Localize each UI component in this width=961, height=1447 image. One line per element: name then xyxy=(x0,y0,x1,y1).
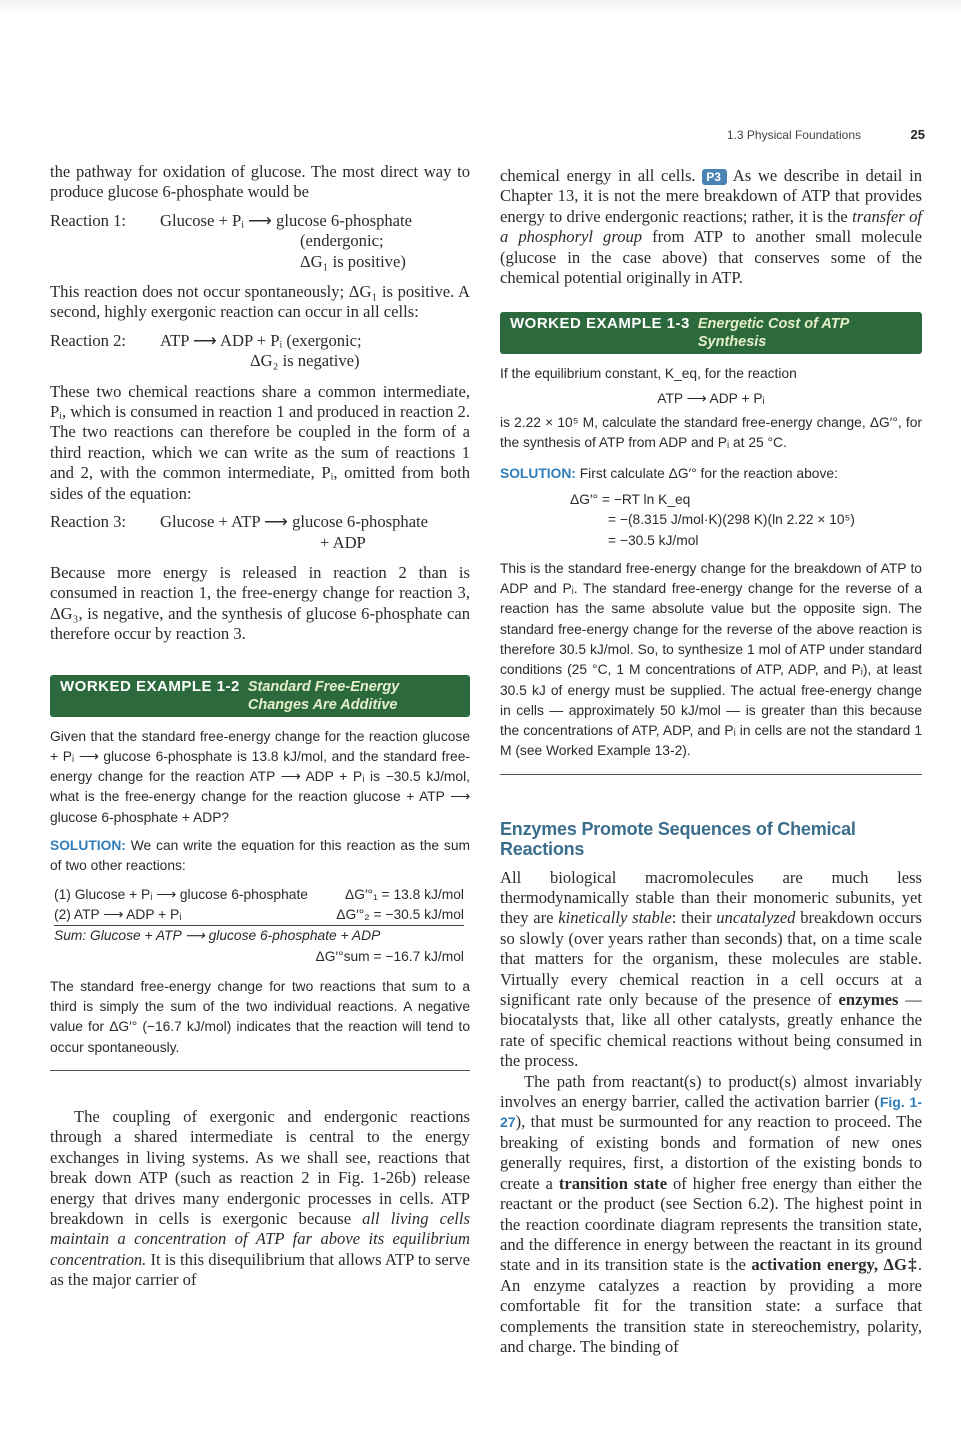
solution-label: SOLUTION: xyxy=(500,465,576,481)
left-column xyxy=(50,162,470,1291)
right-p3-text-3: of higher free energy than either the reactant or the product (see Section 6.2). The highest point in the reaction coordinate diagram represents the transition state, and the difference in energy between the reactant in its ground state and in its transition state is the xyxy=(500,1173,922,1275)
equation-2-right: ΔG′°₂ = −30.5 kJ/mol xyxy=(336,906,464,922)
page-number: 25 xyxy=(910,127,925,142)
equation-2-left: (2) ATP ⟶ ADP + Pᵢ xyxy=(54,906,182,922)
running-header xyxy=(0,128,925,148)
worked-example-1-3-reaction: ATP ⟶ ADP + Pᵢ xyxy=(657,390,765,406)
right-p2-italic-2: uncatalyzed xyxy=(716,908,796,928)
reaction-1-equation: Glucose + Pᵢ ⟶ glucose 6-phosphate xyxy=(160,210,413,230)
equation-table xyxy=(54,885,464,967)
right-p2-italic-1: kinetically stable xyxy=(558,908,672,928)
worked-example-1-2-question: Given that the standard free-energy change for the reaction glucose + Pᵢ ⟶ glucose 6-phosphate is 13.8 kJ/mol, and the standard free-energy change for the reaction ATP ⟶ ADP + Pᵢ is −30.5 kJ/mol, what is the free-energy change for the reaction glucose + ATP ⟶ glucose 6-phosphate + ADP? xyxy=(50,728,470,825)
right-p2-text-2: : their xyxy=(671,908,717,928)
worked-example-1-2-title: Standard Free-Energy Changes Are Additive xyxy=(247,678,400,713)
left-paragraph-5 xyxy=(50,1107,470,1291)
right-p2-text: All biological macromolecules are much less thermodynamically stable than their monomeric subunits, yet they are xyxy=(500,867,922,928)
math-line-2: = −(8.315 J/mol·K)(298 K)(ln 2.22 × 10⁵) xyxy=(608,512,855,528)
left-paragraph-2: This reaction does not occur spontaneously; ΔG₁ is positive. A second, highly exergonic reaction can occur in all cells: xyxy=(50,282,470,322)
reaction-1-note-2: ΔG₁ is positive) xyxy=(300,251,406,271)
worked-example-1-3-question-1: If the equilibrium constant, K_eq, for the reaction xyxy=(500,366,797,382)
keyword-transition-state: transition state xyxy=(558,1173,668,1193)
worked-example-1-2-banner xyxy=(50,675,470,717)
worked-example-1-3-solution xyxy=(500,464,922,484)
reaction-3-equation: Glucose + ATP ⟶ glucose 6-phosphate xyxy=(160,512,429,532)
math-line-1: ΔG′° = −RT ln K_eq xyxy=(570,491,691,507)
equation-row-1 xyxy=(54,885,464,905)
worked-example-1-3-body xyxy=(500,364,922,774)
keyword-enzymes: enzymes xyxy=(838,990,899,1010)
worked-example-1-2-end-rule xyxy=(50,1070,470,1071)
equation-1-left: (1) Glucose + Pᵢ ⟶ glucose 6-phosphate xyxy=(54,886,308,902)
worked-example-1-2-solution xyxy=(50,836,470,877)
worked-example-1-3-question-2: is 2.22 × 10⁵ M, calculate the standard free-energy change, ΔG′°, for the synthesis of ATP from ADP and Pᵢ at 25 °C. xyxy=(500,415,922,451)
math-line-3: = −30.5 kJ/mol xyxy=(608,532,699,548)
math-derivation xyxy=(570,490,922,551)
equation-row-sum xyxy=(54,926,464,967)
worked-example-1-3-banner xyxy=(500,312,922,354)
worked-example-1-2-number: WORKED EXAMPLE 1-2 xyxy=(60,677,240,695)
reaction-2-label: Reaction 2: xyxy=(50,330,127,350)
left-p5-italic: all living cells maintain a concentration of ATP far above its equilibrium concentration. xyxy=(50,1209,470,1269)
worked-example-1-3-conclusion: This is the standard free-energy change for the breakdown of ATP to ADP and Pᵢ. The standard free-energy change for the reverse of a reaction has the same absolute value but the opposite sign. The standard free-energy change for the reverse of the above reaction is therefore 30.5 kJ/mol. So, to synthesize 1 mol of ATP under standard conditions (25 °C, 1 M concentrations of ATP, ADP, and Pᵢ), at least 30.5 kJ of energy must be supplied. The actual free-energy change in cells — approximately 50 kJ/mol — is greater than this because the concentrations of ATP, ADP, and Pᵢ in cells are not the standard 1 M (see Worked Example 13-2). xyxy=(500,560,922,759)
right-paragraph-2 xyxy=(500,868,922,1072)
keyword-activation-energy: activation energy, ΔG‡ xyxy=(751,1255,918,1275)
equation-sum-left: Sum: Glucose + ATP ⟶ glucose 6-phosphate + ADP xyxy=(54,928,381,944)
right-p1-text-2: As we describe in detail in Chapter 13, it is not the mere breakdown of ATP that provides energy to drive endergonic reactions; rather, it is the xyxy=(500,166,922,226)
reaction-3-label: Reaction 3: xyxy=(50,512,127,532)
right-p3-text: The path from reactant(s) to product(s) almost invariably involves an energy barrier, called the activation barrier ( xyxy=(500,1071,922,1112)
left-p5-text: The coupling of exergonic and endergonic reactions through a shared intermediate is central to the energy exchanges in living systems. As we shall see, reactions that break down ATP (such as reaction 2 in Fig. 1-26b) release energy that drives many endergonic processes in cells. ATP breakdown in cells is exergonic because xyxy=(50,1106,470,1229)
worked-example-1-3-number: WORKED EXAMPLE 1-3 xyxy=(510,315,690,333)
reaction-2-note: ΔG₂ is negative) xyxy=(250,351,360,371)
principle-p3-badge: P3 xyxy=(702,169,727,185)
right-column xyxy=(500,166,922,1357)
right-paragraph-3 xyxy=(500,1072,922,1358)
reaction-2 xyxy=(50,331,470,372)
equation-row-2 xyxy=(54,905,464,926)
worked-example-1-3-title: Energetic Cost of ATP Synthesis xyxy=(697,316,849,351)
page-top-shade xyxy=(0,0,961,14)
worked-example-1-3-end-rule xyxy=(500,774,922,775)
worked-example-1-2-conclusion: The standard free-energy change for two reactions that sum to a third is simply the sum of the two individual reactions. A negative value for ΔG′° (−16.7 kJ/mol) indicates that the reaction will tend to occur spontaneously. xyxy=(50,978,470,1055)
right-paragraph-1 xyxy=(500,166,922,288)
solution-text: We can write the equation for this reaction as the sum of two other reactions: xyxy=(50,838,470,874)
right-p1-text-3: from ATP to another small molecule (glucose in the case above) that conserves some of the chemical potential originally in ATP. xyxy=(500,227,923,288)
solution-label: SOLUTION: xyxy=(50,838,126,854)
section-heading: Enzymes Promote Sequences of Chemical Reactions xyxy=(500,818,856,860)
left-paragraph-4: Because more energy is released in reaction 2 than is consumed in reaction 1, the free-energy change for reaction 3, ΔG₃, is negative, and the synthesis of glucose 6-phosphate can therefore occur by reaction 3. xyxy=(50,562,470,644)
reaction-3 xyxy=(50,512,470,553)
reaction-2-equation: ATP ⟶ ADP + Pᵢ (exergonic; xyxy=(160,330,362,350)
equation-1-right: ΔG′°₁ = 13.8 kJ/mol xyxy=(345,886,464,902)
left-p5-text-end: It is this disequilibrium that allows ATP to serve as the major carrier of xyxy=(50,1249,470,1290)
reaction-1-note-1: (endergonic; xyxy=(300,231,384,251)
right-p3-text-2: ), that must be surmounted for any reaction to proceed. The breaking of existing bonds and formation of new ones generally requires, first, a distortion of the existing bonds to create a xyxy=(500,1112,922,1193)
running-header-section: 1.3 Physical Foundations xyxy=(726,128,861,142)
reaction-3-note: + ADP xyxy=(320,532,366,552)
figure-reference-link[interactable]: Fig. 1-27 xyxy=(500,1094,922,1131)
right-p1-text: chemical energy in all cells. xyxy=(500,166,703,185)
reaction-1 xyxy=(50,211,470,272)
right-p3-text-4: . An enzyme catalyzes a reaction by providing a more comfortable fit for the transition state: a surface that complements the transition state in stereochemistry, polarity, and charge. The binding of xyxy=(500,1255,922,1356)
right-p2-text-4: — biocatalysts that, like all other catalysts, greatly enhance the rate of specific chemical reactions without being consumed in the process. xyxy=(500,990,922,1071)
solution-text: First calculate ΔG′° for the reaction above: xyxy=(579,465,838,481)
equation-sum-right: ΔG′°sum = −16.7 kJ/mol xyxy=(315,948,464,964)
reaction-1-label: Reaction 1: xyxy=(50,210,127,230)
left-paragraph-1: the pathway for oxidation of glucose. The most direct way to produce glucose 6-phosphate would be xyxy=(50,162,470,202)
right-p1-italic: transfer of a phosphoryl group xyxy=(500,206,923,247)
left-paragraph-3: These two chemical reactions share a common intermediate, Pᵢ, which is consumed in reaction 1 and produced in reaction 2. The two reactions can therefore be coupled in the form of a third reaction, which we can write as the sum of reactions 1 and 2, with the common intermediate, Pᵢ, omitted from both sides of the equation: xyxy=(50,381,470,503)
worked-example-1-2-body xyxy=(50,727,470,1071)
right-p2-text-3: breakdown occurs so slowly (over years rather than seconds) that, on a time scale that matters for the organism, these molecules are stable. Virtually every chemical reaction in a cell occurs at a significant rate only because of the presence of xyxy=(500,908,922,1010)
